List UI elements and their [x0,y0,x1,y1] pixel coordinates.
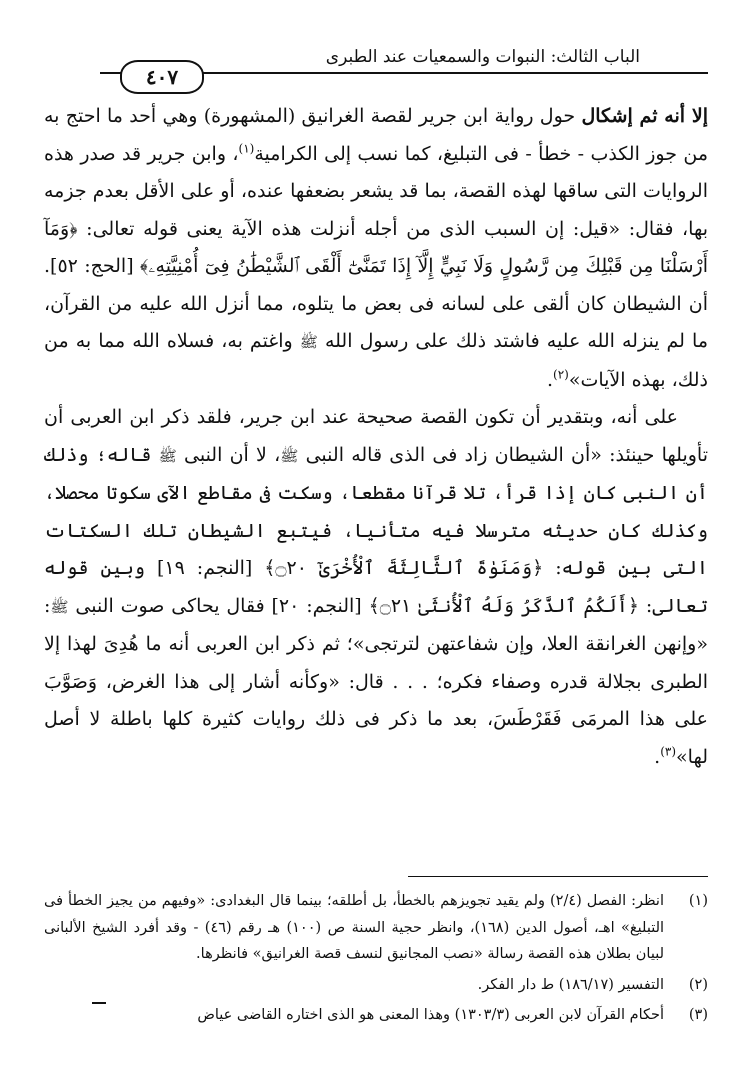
footnote-1 [44,888,708,968]
footnote-ref-3[interactable]: (٣) [660,744,677,759]
footnote-text: أحكام القرآن لابن العربى (١٣٠٣/٣) وهذا المعنى هو الذى اختاره القاضى عياض [197,1007,664,1023]
footnote-ref-2[interactable]: (٢) [553,367,569,382]
paragraph-1 [44,98,708,399]
p1-text-4: واغتم به، فسلاه الله مما به من ذلك، بهذه الآيات» [44,330,708,391]
quran-ref-najm-19: [النجم: ١٩] [145,557,265,579]
p1-text-3: أن الشيطان كان ألقى على لسانه فى بعض ما يتلوه، مما أنزل الله عليه من القرآن، ما لم ينزله الله عليه فاشتد ذلك على رسول الله [44,292,708,352]
main-text [44,98,708,776]
continuation-mark [92,1002,106,1004]
p1-text-1: حول رواية ابن جرير لقصة الغرانيق (المشهورة) وهي أحد ما احتج به من جوز الكذب - خطأ - فى التبليغ، كما نسب إلى الكرامية [44,105,709,165]
footnote-text: انظر: الفصل (٢/٤) ولم يقيد تجويزهم بالخطأ، بل أطلقه؛ بينما قال البغدادى: «وفيهم من يجيز الخطأ فى التبليغ» اهـ، أصول الدين (١٦٨)، وانظر حجية السنة ص (١٠٠) هـ رقم (٤٦) - وقد أفرد الشيخ الألبانى لبيان بطلان هذه القصة رسالة «نصب المجانيق لنسف قصة الغرانيق» فانظرها. [44,893,665,962]
p2-text-1: على أنه، وبتقدير أن تكون القصة صحيحة عند ابن جرير، فلقد ذكر ابن العربى أن تأويلها حينئذ: «أن الشيطان زاد فى الذى قاله النبى [44,406,708,466]
footnote-3 [44,1002,708,1029]
footnote-text: التفسير (١٨٦/١٧) ط دار الفكر. [477,976,664,993]
quran-ref-hajj: [الحج: ٥٢]. [44,255,140,277]
salutation-glyph: ﷺ [50,597,69,616]
running-header: الباب الثالث: النبوات والسمعيات عند الطبرى [325,47,640,67]
lead-phrase: إلا أنه ثم إشكال [581,105,708,127]
quran-verse-najm-21: ﴿أَلَكُمُ ٱلذَّكَرُ وَلَهُ ٱلْأُنثَىٰ ۝٢١﴾ [368,594,640,617]
page-number: ٤٠٧ [145,65,179,89]
paragraph-2 [44,399,708,776]
p2-text-6: : «وإنهن الغرانقة العلا، وإن شفاعتهن لترتجى»؛ ثم ذكر ابن العربى أنه ما هُدِىَ لهذا إلا الطبرى بجلالة قدره وصفاء فكره؛ . . . قال: «وكأنه أشار إلى هذا الغرض، وَصَوَّبَ على هذا المرمَى فَقَرْطَسَ، بعد ما ذكر فى ذلك روايات كثيرة كلها باطلة لا أصل لها» [44,594,708,768]
footnote-separator [408,876,708,877]
quran-ref-najm-20: [النجم: ٢٠] [264,594,369,617]
footnote-2 [44,972,708,999]
footnote-number: (٣) [688,1007,708,1023]
p1-text-5: . [546,368,554,391]
footnote-ref-1[interactable]: (١) [238,141,255,156]
p1-text-2: ، وابن جرير قد صدر هذه الروايات التى ساقها لهذه القصة، بما قد يشعر بضعفها عنده، أو على الأقل بعدم جزمه بها، فقال: «قيل: إن السبب الذى من أجله أنزلت هذه الآية يعنى قوله تعالى: [44,142,708,240]
p2-text-7: . [654,745,661,768]
footnote-number: (٢) [688,976,708,993]
page-number-frame [120,60,204,94]
p2-text-4: وبين قوله تعالى: [44,557,708,617]
salutation-glyph: ﷺ [158,446,177,465]
p2-text-3: قاله؛ وذلك أن النبى كان إذا قرأ، تلا قرآنا مقطعا، وسكت فى مقاطع الآى سكوتا محصلا، وكذلك كان حديثه مترسلا فيه متأنيا، فيتبع الشيطان تلك السكتات التى بين قوله: [44,443,708,579]
quran-verse-najm-19: ﴿وَمَنَوٰةَ ٱلثَّالِثَةَ ٱلْأُخْرَىٰٓ ۝٢٠﴾ [264,557,544,579]
quran-verse-hajj-52: ﴿وَمَآ أَرْسَلْنَا مِن قَبْلِكَ مِن رَّسُولٍ وَلَا نَبِيٍّ إِلَّآ إِذَا تَمَنَّىٰٓ أَلْقَى ٱلشَّيْطَٰنُ فِىٓ أُمْنِيَّتِهِۦ﴾ [44,217,708,277]
salutation-glyph: ﷺ [299,333,318,351]
footnote-number: (١) [688,893,708,909]
footnotes [44,888,708,1033]
p2-text-2: ، لا أن النبى [176,443,281,466]
salutation-glyph: ﷺ [280,446,299,465]
p2-text-5: فقال يحاكى صوت النبى [68,594,265,617]
